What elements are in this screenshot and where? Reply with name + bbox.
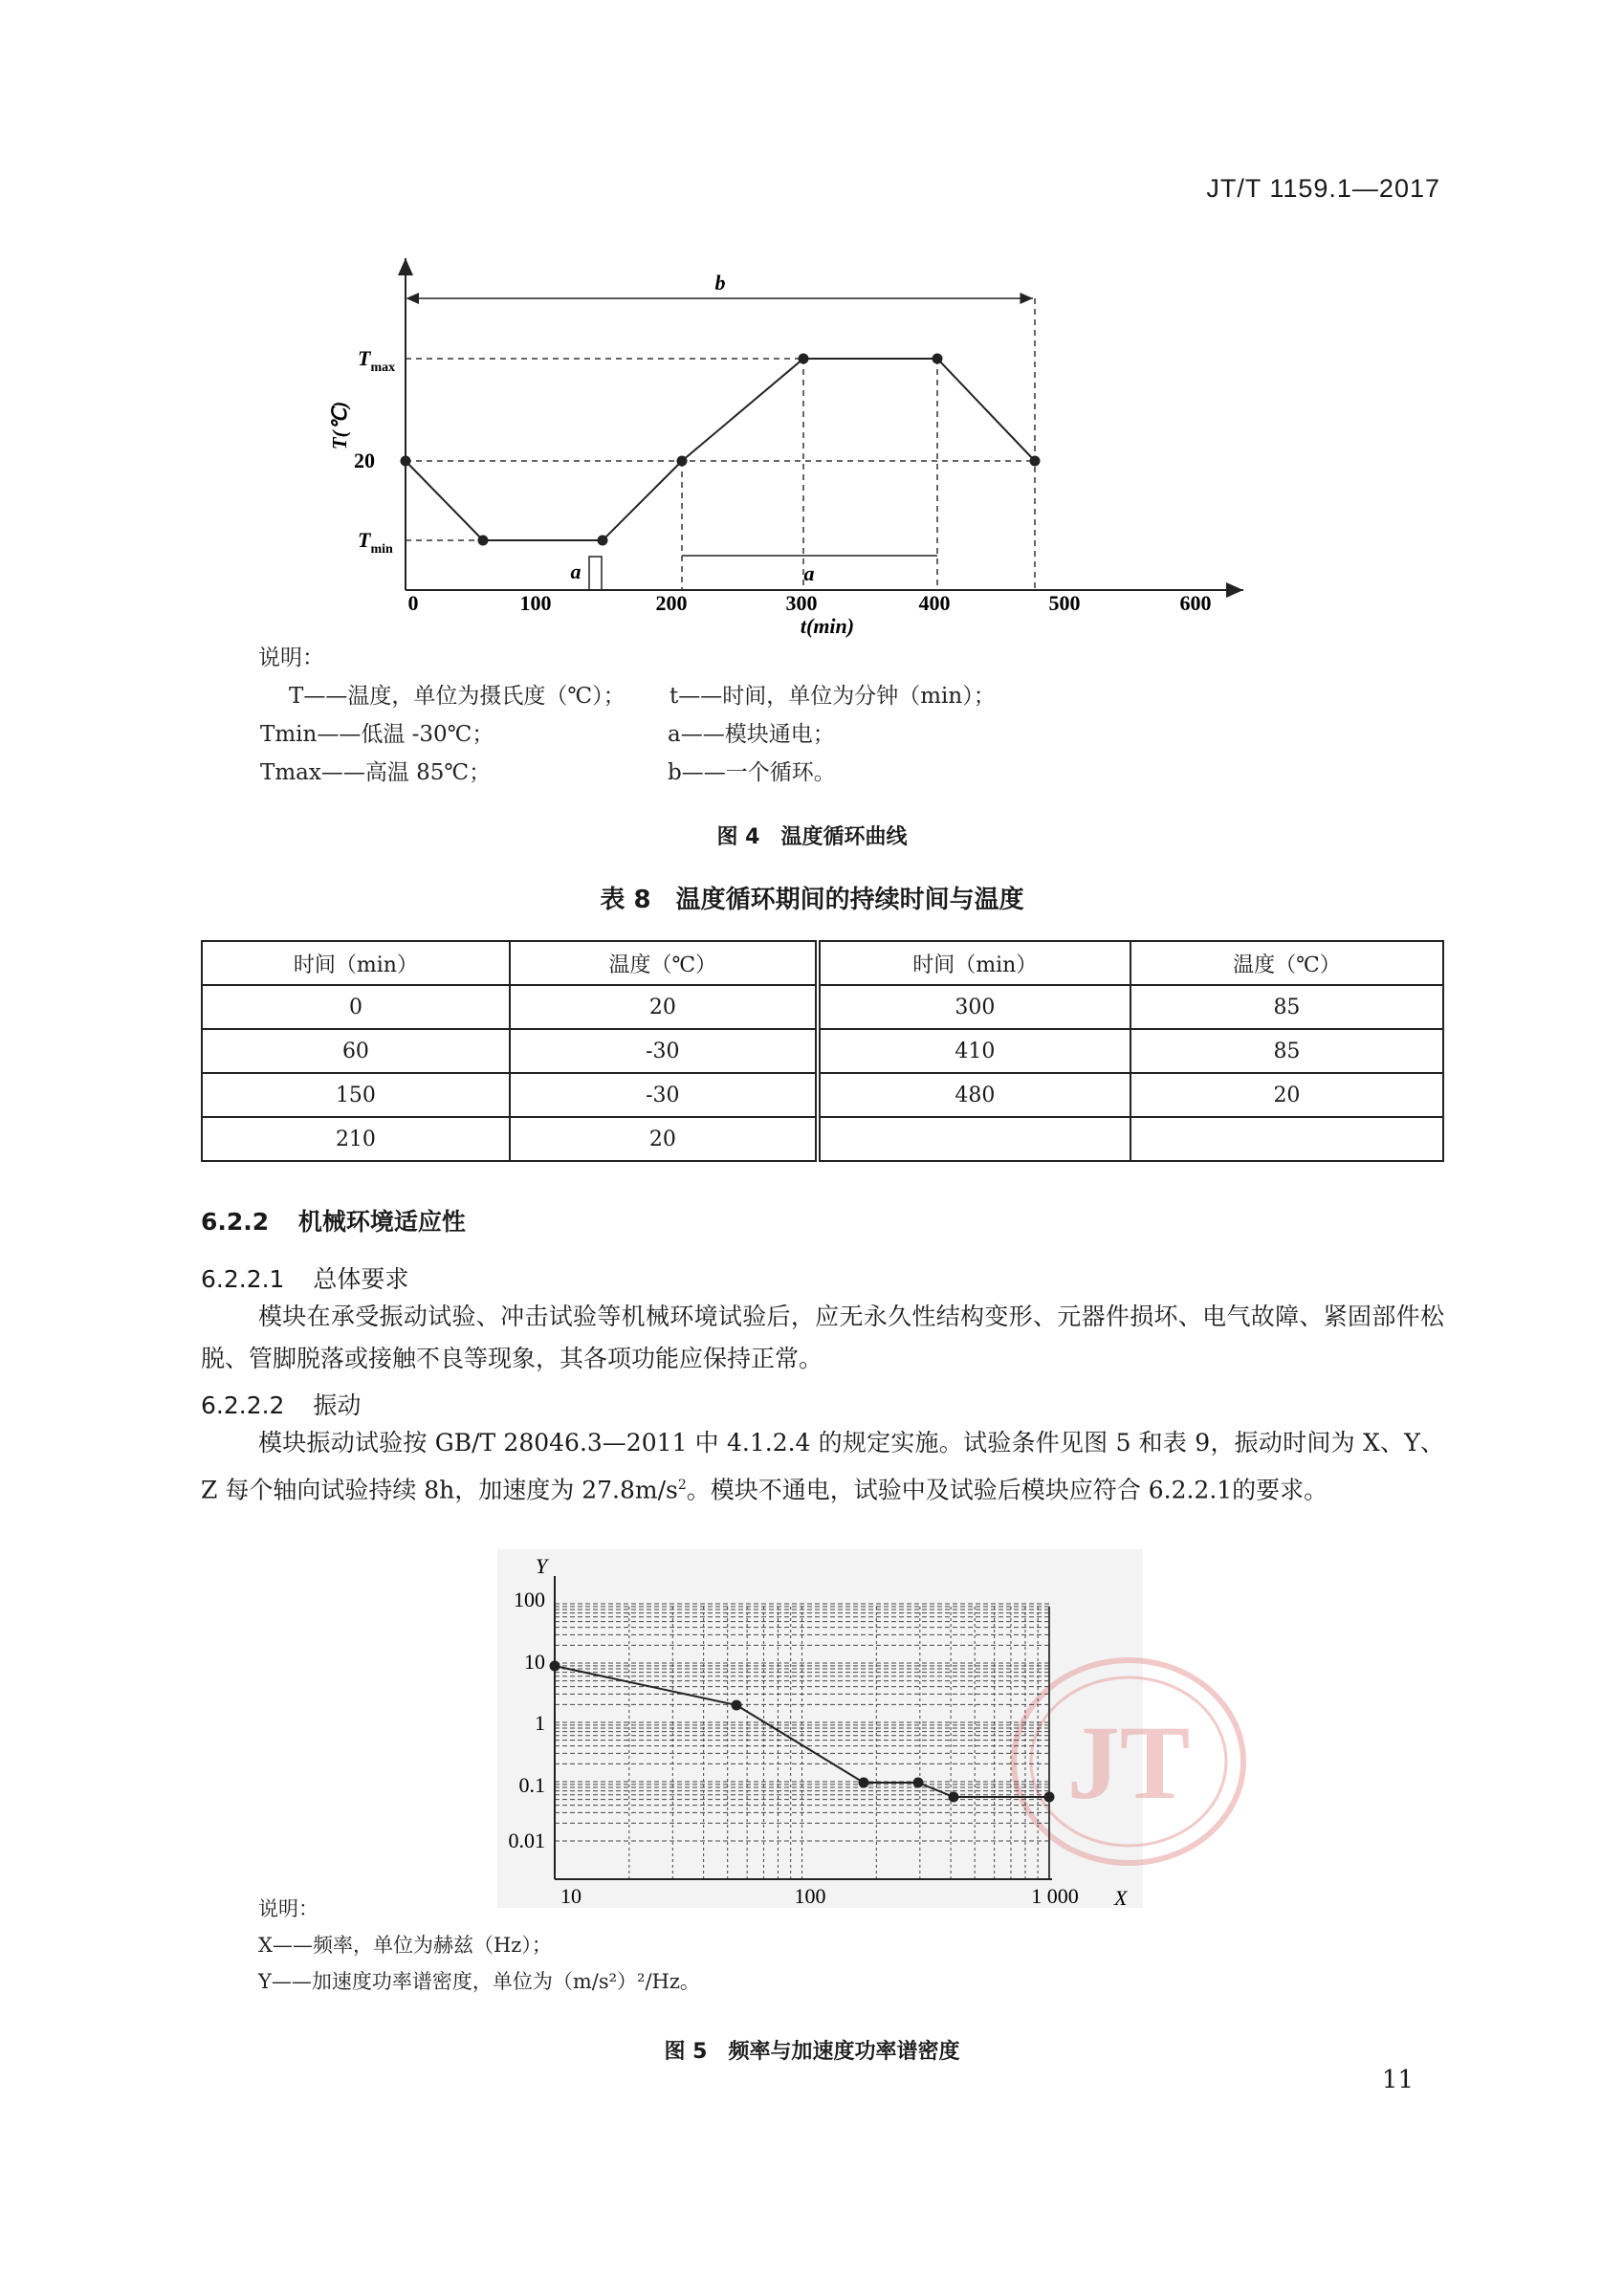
point-0	[401, 456, 411, 467]
y-tick-tmax: $T_{max}$	[358, 346, 396, 375]
table-cell: 150	[202, 1073, 510, 1117]
fig5-legend-heading: 说明：	[258, 1897, 318, 1920]
psd-point	[949, 1792, 959, 1803]
table-cell	[1130, 1117, 1443, 1161]
point-60	[478, 536, 489, 546]
legend-Tmax: Tmax——高温 85℃；	[260, 760, 492, 785]
y-tick-20: 20	[354, 449, 375, 472]
table-cell: 20	[1130, 1073, 1443, 1117]
table-row	[202, 1073, 1443, 1117]
legend-b: b——一个循环。	[668, 760, 836, 785]
section-number: 6.2.2.2	[201, 1391, 285, 1419]
table-cell: 20	[510, 985, 818, 1029]
psd-point	[732, 1700, 742, 1711]
table-cell: 210	[202, 1117, 510, 1161]
section-title: 振动	[313, 1391, 362, 1419]
table-cell: 410	[818, 1029, 1130, 1073]
figure-4-legend	[258, 639, 1119, 792]
figure-5-chart	[497, 1549, 1262, 1913]
a-label-small: a	[570, 559, 582, 583]
psd-point	[1044, 1792, 1055, 1803]
x-tick-200: 200	[655, 591, 688, 615]
table-cell	[818, 1117, 1130, 1161]
table-cell: 480	[818, 1073, 1130, 1117]
point-150	[598, 536, 608, 546]
table-cell: 20	[510, 1117, 818, 1161]
point-410	[933, 354, 943, 364]
table-row	[202, 1029, 1443, 1073]
point-210	[677, 456, 688, 467]
fig5-x-tick-100: 100	[794, 1884, 826, 1908]
table-cell: 60	[202, 1029, 510, 1073]
temperature-cycle-line	[406, 359, 1035, 540]
point-300	[799, 354, 809, 364]
x-tick-300: 300	[785, 591, 818, 615]
header-cell: 时间（min）	[202, 941, 510, 985]
psd-point	[913, 1778, 924, 1788]
section-6-2-2-2-body: 模块振动试验按 GB/T 28046.3—2011 中 4.1.2.4 的规定实施。试验条件见图 5 和表 9，振动时间为 X、Y、Z 每个轴向试验持续 8h，加速度为 $27.8m/s^2$。模块不通电，试验中及试验后模块应符合 6.2.2.1的要求。	[201, 1429, 1444, 1504]
header-cell: 温度（℃）	[1130, 941, 1443, 985]
table-cell: 0	[202, 985, 510, 1029]
table-cell: 300	[818, 985, 1130, 1029]
b-label: b	[714, 271, 726, 295]
psd-point	[859, 1778, 869, 1788]
x-tick-500: 500	[1048, 591, 1081, 615]
x-tick-400: 400	[918, 591, 951, 615]
section-6-2-2-heading	[201, 1203, 466, 1238]
table-header-row	[202, 941, 1443, 985]
psd-point	[550, 1661, 560, 1672]
section-title: 机械环境适应性	[297, 1208, 466, 1236]
table-cell: -30	[510, 1073, 818, 1117]
section-6-2-2-2-heading	[201, 1387, 361, 1421]
table-row	[202, 985, 1443, 1029]
table-8-title: 表 8 温度循环期间的持续时间与温度	[600, 886, 1024, 914]
page-number: 11	[1381, 2066, 1414, 2094]
x-tick-100: 100	[519, 591, 552, 615]
fig5-y-tick-1: 1	[535, 1711, 545, 1735]
x-axis-title: t(min)	[800, 614, 855, 638]
fig5-legend-y: Y——加速度功率谱密度，单位为（m/s²）²/Hz。	[258, 1970, 700, 1993]
x-tick-600: 600	[1179, 591, 1212, 615]
y-axis-title: T(℃)	[328, 401, 351, 450]
fig5-y-tick-0.1: 0.1	[518, 1773, 545, 1797]
watermark-text: JT	[1066, 1704, 1191, 1821]
figure-4-caption: 图 4 温度循环曲线	[716, 825, 908, 849]
y-tick-tmin: $T_{min}$	[358, 528, 393, 557]
table-8	[201, 940, 1444, 1162]
fig5-y-tick-0.01: 0.01	[508, 1829, 545, 1852]
header-cell: 温度（℃）	[510, 941, 818, 985]
fig5-y-tick-10: 10	[524, 1650, 545, 1674]
table-cell: 85	[1130, 985, 1443, 1029]
fig5-x-tick-1000: 1 000	[1031, 1884, 1079, 1908]
legend-Tmin: Tmin——低温 -30℃；	[260, 722, 494, 747]
power-on-a-small-marker	[589, 557, 602, 590]
fig5-y-tick-100: 100	[514, 1588, 545, 1611]
legend-T: T——温度，单位为摄氏度（℃）；	[289, 684, 625, 709]
fig5-y-title: Y	[536, 1554, 548, 1578]
fig5-x-tick-10: 10	[560, 1884, 582, 1908]
x-tick-0: 0	[407, 591, 419, 615]
table-cell: 85	[1130, 1029, 1443, 1073]
section-number: 6.2.2.1	[201, 1265, 285, 1293]
fig5-x-title: X	[1114, 1886, 1128, 1910]
a-label-large: a	[803, 561, 815, 585]
document-code: JT/T 1159.1—2017	[1206, 174, 1440, 203]
legend-t: t——时间，单位为分钟（min）；	[669, 684, 996, 709]
figure-5-caption: 图 5 频率与加速度功率谱密度	[664, 2040, 960, 2064]
table-row	[202, 1117, 1443, 1161]
point-480	[1030, 456, 1041, 467]
section-6-2-2-1-heading	[201, 1260, 408, 1295]
legend-heading: 说明：	[258, 646, 324, 670]
figure-5-legend	[258, 1891, 1119, 2000]
table-cell: -30	[510, 1029, 818, 1073]
figure-4-chart	[325, 249, 1262, 650]
header-cell: 时间（min）	[818, 941, 1130, 985]
fig5-legend-x: X——频率，单位为赫兹（Hz）；	[258, 1934, 552, 1957]
section-number: 6.2.2	[201, 1208, 270, 1236]
legend-a: a——模块通电；	[668, 722, 835, 747]
section-title: 总体要求	[313, 1265, 409, 1293]
section-6-2-2-1-body: 模块在承受振动试验、冲击试验等机械环境试验后，应无永久性结构变形、元器件损坏、电气故障、紧固部件松脱、管脚脱落或接触不良等现象，其各项功能应保持正常。	[201, 1303, 1444, 1372]
